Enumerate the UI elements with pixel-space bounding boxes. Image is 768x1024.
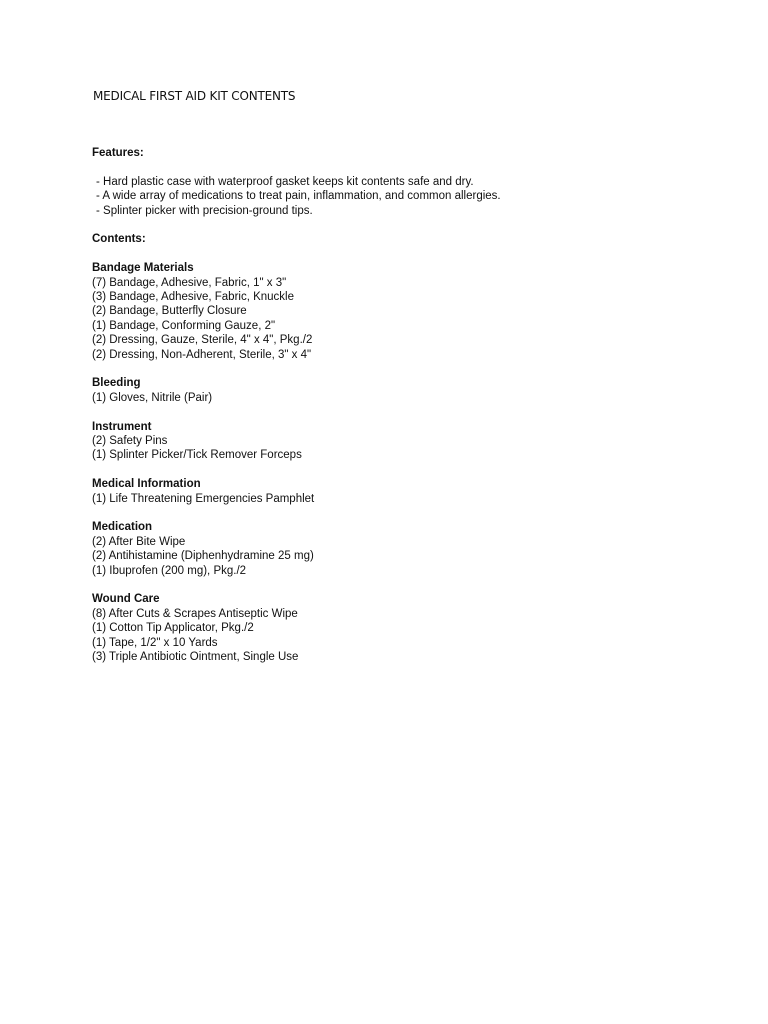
list-item: (3) Triple Antibiotic Ointment, Single Use [92,651,299,664]
section-title: Wound Care [92,593,160,606]
section-wound-care [92,592,692,664]
section-medication [92,520,692,578]
list-item: (2) Bandage, Butterfly Closure [92,305,247,318]
section-instrument [92,420,692,463]
section-bandage-materials [92,261,692,362]
list-item: (2) Antihistamine (Diphenhydramine 25 mg) [92,550,314,563]
list-item: (1) Life Threatening Emergencies Pamphlet [92,492,315,505]
feature-item: - A wide array of medications to treat pain, inflammation, and common allergies. [96,190,501,203]
section-items [92,535,692,578]
features-heading: Features: [92,147,144,159]
section-medical-information [92,477,692,506]
list-item: (1) Cotton Tip Applicator, Pkg./2 [92,622,254,635]
section-title: Medical Information [92,478,201,491]
list-item: (8) After Cuts & Scrapes Antiseptic Wipe [92,607,298,620]
section-title: Bleeding [92,377,141,390]
list-item: (1) Ibuprofen (200 mg), Pkg./2 [92,564,247,577]
section-items [92,434,692,463]
feature-item: - Hard plastic case with waterproof gasket keeps kit contents safe and dry. [96,175,474,188]
document-body [92,146,692,679]
section-title: Bandage Materials [92,262,194,275]
section-items [92,276,692,362]
list-item: (1) Tape, 1/2" x 10 Yards [92,636,218,649]
section-items [92,391,692,405]
section-title: Medication [92,521,153,534]
list-item: (3) Bandage, Adhesive, Fabric, Knuckle [92,291,295,304]
features-list [92,175,692,218]
list-item: (1) Gloves, Nitrile (Pair) [92,391,213,404]
section-bleeding [92,376,692,405]
list-item: (2) After Bite Wipe [92,535,186,548]
list-item: (2) Safety Pins [92,435,168,448]
feature-item: - Splinter picker with precision-ground tips. [96,204,313,217]
section-title: Instrument [92,420,152,433]
list-item: (1) Bandage, Conforming Gauze, 2" [92,319,276,332]
section-items [92,492,692,506]
list-item: (7) Bandage, Adhesive, Fabric, 1" x 3" [92,276,287,289]
list-item: (2) Dressing, Gauze, Sterile, 4" x 4", Pkg./2 [92,334,313,347]
document-title: MEDICAL FIRST AID KIT CONTENTS [93,89,296,103]
section-items [92,607,692,665]
list-item: (1) Splinter Picker/Tick Remover Forceps [92,449,302,462]
list-item: (2) Dressing, Non-Adherent, Sterile, 3" x 4" [92,348,312,361]
contents-heading: Contents: [92,233,146,246]
